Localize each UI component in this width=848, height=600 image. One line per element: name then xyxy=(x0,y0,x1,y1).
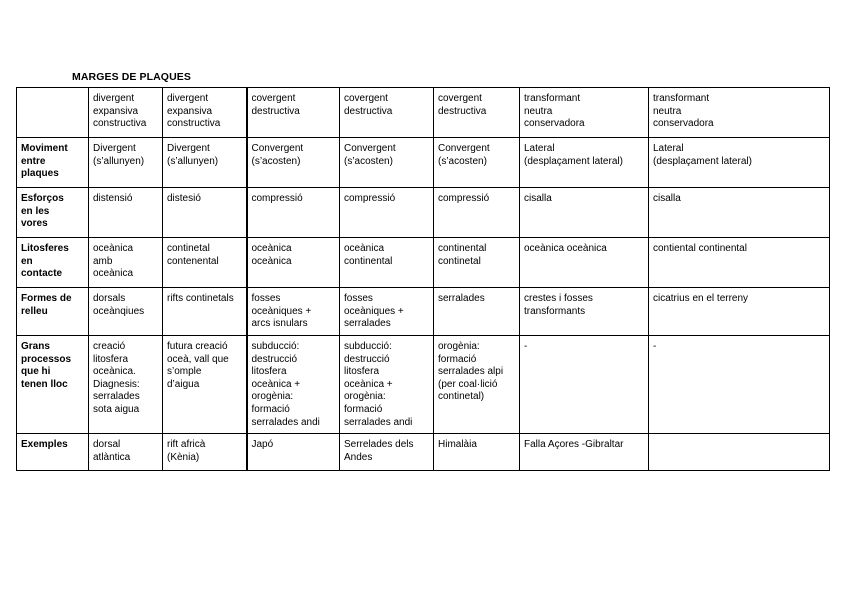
row-header-cell xyxy=(17,88,89,138)
table-cell: divergent expansiva constructiva xyxy=(89,88,163,138)
table-row-exemples xyxy=(17,434,830,471)
row-header-cell: Formes de relleu xyxy=(17,288,89,336)
table-cell: creació litosfera oceànica. Diagnesis: serralades sota aigua xyxy=(89,336,163,434)
table-cell: contiental continental xyxy=(649,238,830,288)
table-cell: oceànica amb oceànica xyxy=(89,238,163,288)
table-cell: Lateral (desplaçament lateral) xyxy=(520,138,649,188)
table-cell: cisalla xyxy=(649,188,830,238)
table-cell: oceànica continental xyxy=(340,238,434,288)
table-cell: cicatrius en el terreny xyxy=(649,288,830,336)
table-cell: continetal contenental xyxy=(163,238,247,288)
row-header-cell: Exemples xyxy=(17,434,89,471)
table-cell: covergent destructiva xyxy=(340,88,434,138)
table-cell: rift africà (Kènia) xyxy=(163,434,247,471)
table-cell: covergent destructiva xyxy=(247,88,340,138)
row-header-cell: Litosferes en contacte xyxy=(17,238,89,288)
table-cell: orogènia: formació serralades alpi (per coal·lició continetal) xyxy=(434,336,520,434)
table-cell: fosses oceàniques + serralades xyxy=(340,288,434,336)
table-cell xyxy=(649,434,830,471)
table-row-esforcos xyxy=(17,188,830,238)
table-cell: subducció: destrucció litosfera oceànica + orogènia: formació serralades andi xyxy=(247,336,340,434)
table-cell: Himalàia xyxy=(434,434,520,471)
table-cell: - xyxy=(649,336,830,434)
table-row-processos xyxy=(17,336,830,434)
row-header-cell: Esforços en les vores xyxy=(17,188,89,238)
row-header-cell: Grans processos que hi tenen lloc xyxy=(17,336,89,434)
table-cell: distesió xyxy=(163,188,247,238)
table-cell: transformant neutra conservadora xyxy=(649,88,830,138)
table-cell: Falla Açores -Gibraltar xyxy=(520,434,649,471)
table-cell: rifts continetals xyxy=(163,288,247,336)
row-header-cell: Moviment entre plaques xyxy=(17,138,89,188)
table-cell: serralades xyxy=(434,288,520,336)
table-cell: Convergent (s’acosten) xyxy=(434,138,520,188)
table-cell: compressió xyxy=(247,188,340,238)
table-row-litosferes xyxy=(17,238,830,288)
table-cell: oceànica oceànica xyxy=(520,238,649,288)
table-cell: - xyxy=(520,336,649,434)
document-title: MARGES DE PLAQUES xyxy=(72,71,191,83)
table-cell: fosses oceàniques + arcs isnulars xyxy=(247,288,340,336)
table-cell: Lateral (desplaçament lateral) xyxy=(649,138,830,188)
table-cell: futura creació oceà, vall que s’omple d’aigua xyxy=(163,336,247,434)
table-cell: Japó xyxy=(247,434,340,471)
table-cell: covergent destructiva xyxy=(434,88,520,138)
table-cell: crestes i fosses transformants xyxy=(520,288,649,336)
table-cell: Divergent (s’allunyen) xyxy=(89,138,163,188)
table-cell: continental continetal xyxy=(434,238,520,288)
table-row-moviment xyxy=(17,138,830,188)
table-cell: oceànica oceànica xyxy=(247,238,340,288)
table-cell: compressió xyxy=(434,188,520,238)
table-cell: divergent expansiva constructiva xyxy=(163,88,247,138)
table-row-header xyxy=(17,88,830,138)
table-row-formes xyxy=(17,288,830,336)
table-cell: Convergent (s’acosten) xyxy=(340,138,434,188)
table-cell: Serrelades dels Andes xyxy=(340,434,434,471)
table-cell: transformant neutra conservadora xyxy=(520,88,649,138)
plate-margins-table xyxy=(16,87,830,471)
table-cell: subducció: destrucció litosfera oceànica + orogènia: formació serralades andi xyxy=(340,336,434,434)
table-cell: dorsal atlàntica xyxy=(89,434,163,471)
table-cell: distensió xyxy=(89,188,163,238)
table-cell: compressió xyxy=(340,188,434,238)
table-cell: Convergent (s’acosten) xyxy=(247,138,340,188)
table-cell: Divergent (s’allunyen) xyxy=(163,138,247,188)
table-cell: dorsals oceànqiues xyxy=(89,288,163,336)
table-cell: cisalla xyxy=(520,188,649,238)
